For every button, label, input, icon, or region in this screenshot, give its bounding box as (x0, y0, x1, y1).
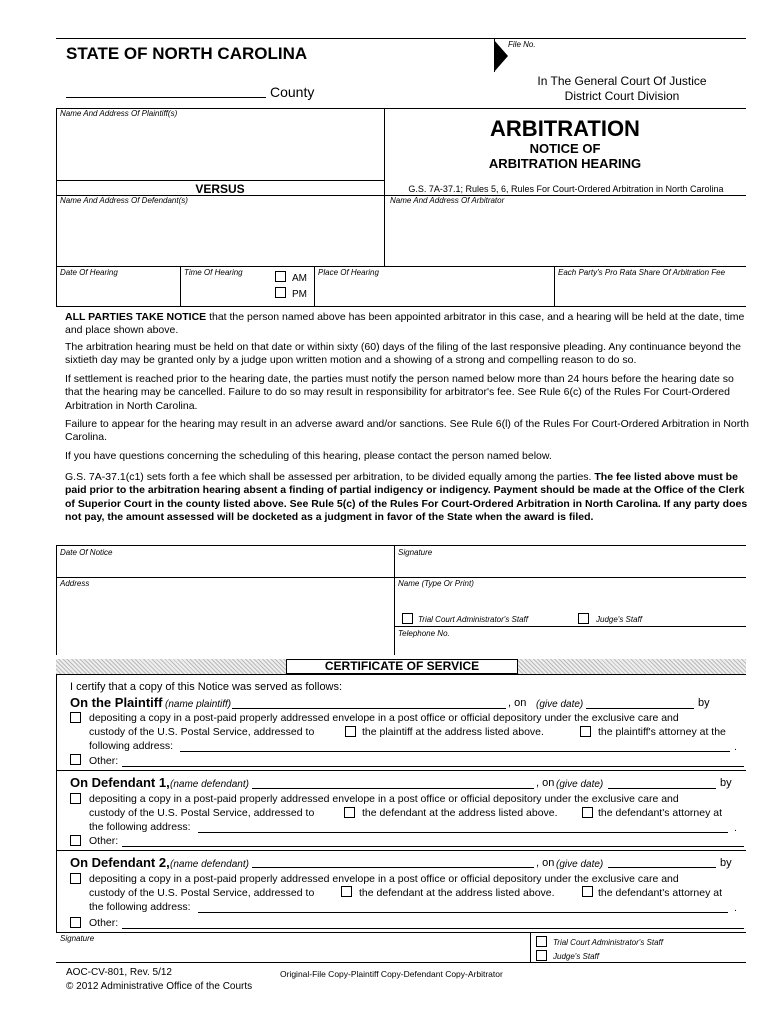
def1-other-checkbox[interactable] (70, 835, 81, 846)
def1-at-address-text: the defendant at the address listed above. (362, 807, 558, 819)
signature-label: Signature (398, 548, 433, 557)
notice-paragraph-5: If you have questions concerning the scheduling of this hearing, please contact the person named below. (65, 450, 552, 462)
def1-by-word: by (720, 777, 732, 789)
cert-trial-admin-checkbox[interactable] (536, 936, 547, 947)
plaintiff-by-word: by (698, 697, 710, 709)
fee-bold-text: The fee listed above must be paid prior to the arbitration hearing absent a finding of partial indigency or indigency. Payment should be made at the Office of the Clerk of Superior Court in the county listed above. See Rule 5(c) of the Rules For Court-Ordered Arbitration in North Carolina. If any party does not pay, the amount assessed will be docketed as a judgment in favor of the State when the award is filed. (65, 471, 748, 523)
time-of-hearing-label: Time Of Hearing (184, 268, 243, 277)
cert-judges-staff-checkbox[interactable] (536, 950, 547, 961)
plaintiff-other-blank[interactable] (122, 766, 744, 767)
notice-paragraph-4: Failure to appear for the hearing may result in an adverse award and/or sanctions. See Rule 6(l) of the Rules For Court-Ordered Arbitration in North Carolina. (65, 418, 750, 444)
certificate-signature-field[interactable] (58, 944, 526, 960)
def2-attorney-checkbox[interactable] (582, 886, 593, 897)
form-subtitle-2: ARBITRATION HEARING (488, 156, 642, 171)
def2-at-address-checkbox[interactable] (341, 886, 352, 897)
plaintiff-name-hint: (name plaintiff) (165, 699, 232, 710)
am-checkbox[interactable] (275, 271, 286, 282)
certificate-heading: CERTIFICATE OF SERVICE (286, 659, 518, 674)
on-plaintiff-heading: On the Plaintiff (70, 695, 163, 710)
court-line2: District Court Division (564, 89, 680, 103)
cert-judges-staff-label: Judge's Staff (553, 952, 599, 961)
pm-checkbox[interactable] (275, 287, 286, 298)
trial-admin-label: Trial Court Administrator's Staff (418, 615, 528, 624)
def1-at-address-checkbox[interactable] (344, 807, 355, 818)
def2-address-blank[interactable] (198, 912, 728, 913)
def2-custody-text: custody of the U.S. Postal Service, addressed to (89, 887, 315, 899)
copyright: © 2012 Administrative Office of the Courts (66, 981, 253, 992)
def2-other-checkbox[interactable] (70, 917, 81, 928)
notice-paragraph-1 (65, 311, 749, 338)
address-field[interactable] (58, 590, 392, 652)
def2-at-address-text: the defendant at the address listed above. (359, 887, 555, 899)
def1-following-address: the following address: (89, 821, 191, 833)
def2-other-blank[interactable] (122, 928, 744, 929)
plaintiff-give-date: (give date) (536, 699, 584, 710)
arbitrator-label: Name And Address Of Arbitrator (390, 196, 505, 205)
name-type-print-label: Name (Type Or Print) (398, 579, 474, 588)
date-of-notice-label: Date Of Notice (60, 548, 113, 557)
def1-on-word: , on (536, 777, 555, 789)
judges-staff-checkbox[interactable] (578, 613, 589, 624)
period-mark: . (734, 741, 737, 753)
versus-label: VERSUS (195, 182, 245, 196)
def1-depositing-checkbox[interactable] (70, 793, 81, 804)
file-no-field[interactable] (512, 50, 744, 68)
file-no-label: File No. (508, 40, 536, 49)
period-mark: . (734, 822, 737, 834)
certify-intro: I certify that a copy of this Notice was served as follows: (70, 681, 343, 693)
fee-share-label: Each Party's Pro Rata Share Of Arbitration Fee (558, 268, 726, 277)
plaintiff-custody-text: custody of the U.S. Postal Service, addressed to (89, 726, 315, 738)
pm-label: PM (292, 289, 307, 300)
signature-field[interactable] (396, 558, 744, 576)
plaintiff-name-blank[interactable] (232, 708, 506, 709)
on-defendant2-heading: On Defendant 2, (70, 855, 170, 870)
plaintiff-at-address-checkbox[interactable] (345, 726, 356, 737)
telephone-label: Telephone No. (398, 629, 450, 638)
plaintiff-attorney-checkbox[interactable] (580, 726, 591, 737)
court-line1: In The General Court Of Justice (537, 74, 707, 88)
county-label: County (270, 84, 315, 100)
period-mark: . (734, 902, 737, 914)
distribution-line: Original-File Copy-Plaintiff Copy-Defendant Copy-Arbitrator (280, 969, 503, 979)
def1-attorney-checkbox[interactable] (582, 807, 593, 818)
def2-date-blank[interactable] (608, 867, 716, 868)
def2-name-hint: (name defendant) (170, 859, 249, 870)
certificate-signature-label: Signature (60, 934, 95, 943)
statute-citation: G.S. 7A-37.1; Rules 5, 6, Rules For Court-Ordered Arbitration in North Carolina (408, 184, 724, 194)
def2-attorney-text: the defendant's attorney at (598, 887, 723, 899)
def1-other-text: Other: (89, 835, 119, 847)
plaintiff-other-checkbox[interactable] (70, 754, 81, 765)
plaintiff-on-word: , on (508, 697, 527, 709)
am-label: AM (292, 273, 307, 284)
def2-name-blank[interactable] (252, 867, 534, 868)
arbitrator-field[interactable] (388, 208, 744, 264)
date-of-notice-field[interactable] (58, 558, 392, 576)
fee-normal-text: G.S. 7A-37.1(c1) sets forth a fee which shall be assessed per arbitration, to be divided equally among the parties. (65, 471, 595, 483)
county-blank[interactable] (66, 97, 266, 98)
def1-date-blank[interactable] (608, 788, 716, 789)
judges-staff-label: Judge's Staff (596, 615, 642, 624)
def2-give-date: (give date) (556, 859, 604, 870)
on-defendant1-heading: On Defendant 1, (70, 775, 170, 790)
def1-give-date: (give date) (556, 779, 604, 790)
notice-paragraph-2: The arbitration hearing must be held on that date or within sixty (60) days of the filing of the last responsive pleading. Any continuance beyond the sixtieth day may be granted only by a judge upon written motion and a showing of a strong and compelling reason to do so. (65, 341, 741, 367)
state-title: STATE OF NORTH CAROLINA (66, 44, 308, 63)
plaintiff-address-blank[interactable] (180, 751, 730, 752)
telephone-field[interactable] (396, 639, 744, 653)
plaintiff-label: Name And Address Of Plaintiff(s) (60, 109, 178, 118)
def1-attorney-text: the defendant's attorney at (598, 807, 723, 819)
def2-following-address: the following address: (89, 901, 191, 913)
plaintiff-field[interactable] (58, 122, 382, 178)
date-of-hearing-label: Date Of Hearing (60, 268, 118, 277)
notice-p1-text: that the person named above has been appointed arbitrator in this case, and a hearing will be held at the date, time and place shown above. (65, 311, 745, 337)
def1-name-blank[interactable] (252, 788, 534, 789)
form-subtitle-1: NOTICE OF (529, 141, 601, 156)
form-number: AOC-CV-801, Rev. 5/12 (66, 967, 172, 978)
def1-address-blank[interactable] (198, 832, 728, 833)
def1-depositing-text: depositing a copy in a post-paid properly addressed envelope in a post office or official depository under the exclusive care and (89, 793, 679, 805)
plaintiff-attorney-text: the plaintiff's attorney at the (598, 726, 726, 738)
plaintiff-other-text: Other: (89, 755, 119, 767)
plaintiff-depositing-checkbox[interactable] (70, 712, 81, 723)
take-notice-bold: ALL PARTIES TAKE NOTICE (65, 311, 207, 323)
cert-trial-admin-label: Trial Court Administrator's Staff (553, 938, 663, 947)
plaintiff-at-address-text: the plaintiff at the address listed above. (362, 726, 544, 738)
defendant-label: Name And Address Of Defendant(s) (60, 196, 188, 205)
place-of-hearing-label: Place Of Hearing (318, 268, 379, 277)
def2-depositing-checkbox[interactable] (70, 873, 81, 884)
def1-custody-text: custody of the U.S. Postal Service, addressed to (89, 807, 315, 819)
plaintiff-following-address: following address: (89, 740, 174, 752)
trial-admin-checkbox[interactable] (402, 613, 413, 624)
address-label: Address (60, 579, 90, 588)
def2-other-text: Other: (89, 917, 119, 929)
def1-name-hint: (name defendant) (170, 779, 249, 790)
form-title: ARBITRATION (490, 116, 640, 141)
def2-on-word: , on (536, 857, 555, 869)
notice-paragraph-6 (65, 471, 749, 524)
notice-paragraph-3: If settlement is reached prior to the hearing date, the parties must notify the person named below more than 24 hours before the hearing date so that the hearing may be cancelled. Failure to do so may result in responsibility for arbitrator's fee. See Rule 6(c) of the Rules For Court-Ordered Arbitration in North Carolina. (65, 373, 734, 412)
def2-by-word: by (720, 857, 732, 869)
def1-other-blank[interactable] (122, 846, 744, 847)
plaintiff-depositing-text: depositing a copy in a post-paid properly addressed envelope in a post office or official depository under the exclusive care and (89, 712, 679, 724)
name-field[interactable] (396, 590, 744, 608)
defendant-field[interactable] (58, 208, 382, 264)
plaintiff-date-blank[interactable] (586, 708, 694, 709)
def2-depositing-text: depositing a copy in a post-paid properly addressed envelope in a post office or official depository under the exclusive care and (89, 873, 679, 885)
